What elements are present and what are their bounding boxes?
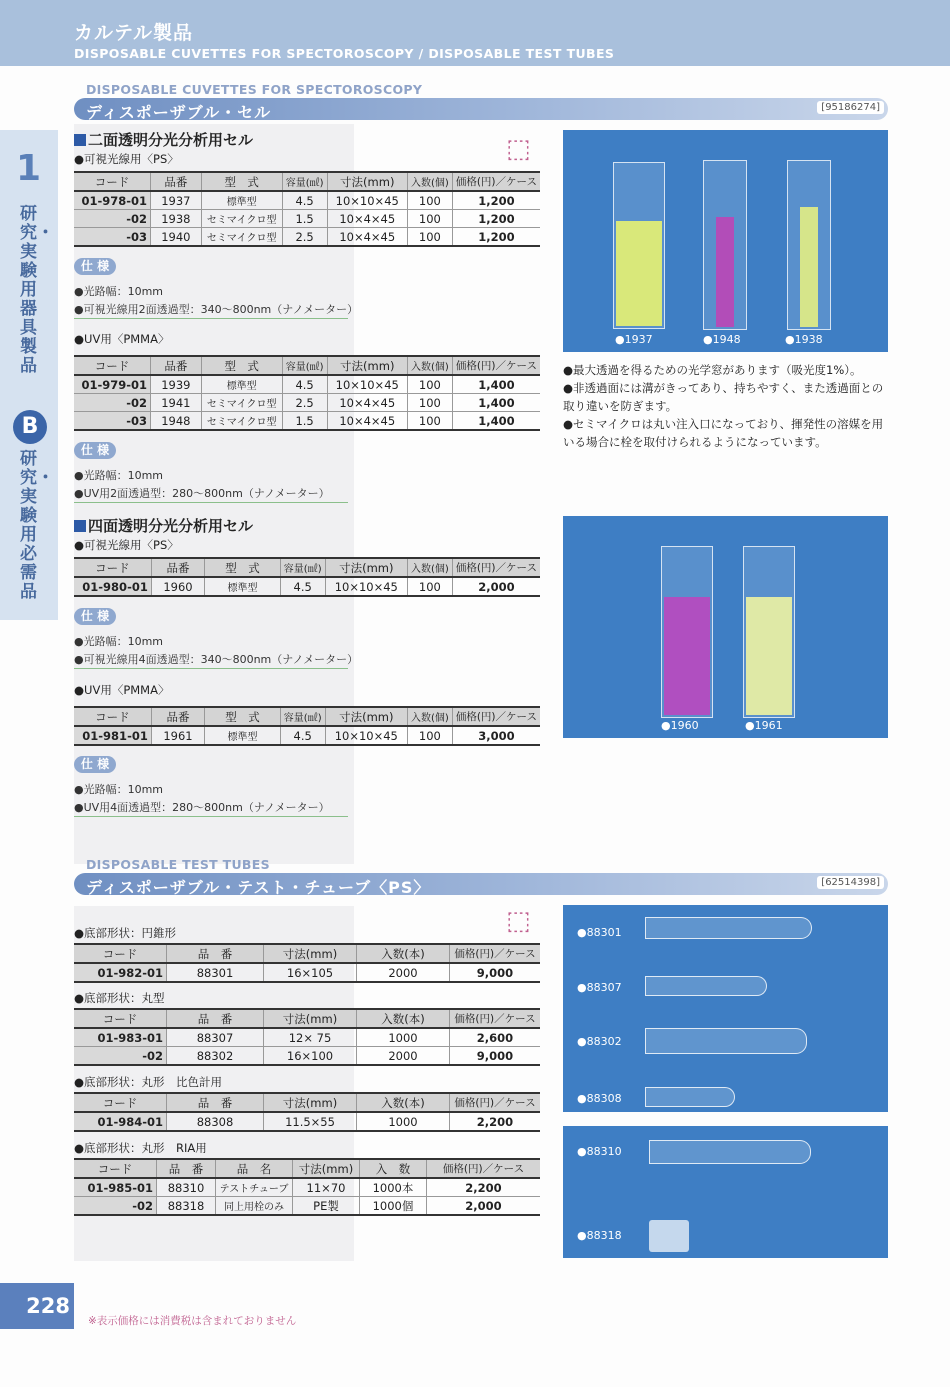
chapter-category: 研究・実験用器具製品 <box>20 204 54 376</box>
section-badge: B <box>13 410 47 444</box>
spec-badge: 仕 様 <box>74 442 116 459</box>
table-row: -03 1948 セミマイクロ型 1.5 10×4×45 100 1,400 <box>74 412 540 431</box>
section1-catalog-code: [95186274] <box>817 101 884 114</box>
tube-ria-table <box>74 1158 540 1216</box>
header-subtitle: DISPOSABLE CUVETTES FOR SPECTOROSCOPY / DISPOSABLE TEST TUBES <box>74 46 615 61</box>
table-header-row: コード 品 番 寸法(mm) 入数(本) 価格(円)／ケース <box>74 1093 540 1112</box>
spec-badge: 仕 様 <box>74 608 116 625</box>
tube-ria-label: ●底部形状：丸形 RIA用 <box>74 1141 207 1155</box>
section1-title-bar <box>74 98 888 120</box>
cuvette-1948 <box>703 160 747 330</box>
square-bullet-icon <box>74 520 86 532</box>
table-row: -03 1940 セミマイクロ型 2.5 10×4×45 100 1,200 <box>74 228 540 247</box>
section2-catalog-code: [62514398] <box>817 876 884 889</box>
table-row: 01-978-01 1937 標準型 4.5 10×10×45 100 1,200 <box>74 191 540 210</box>
twoface-ps-table <box>74 171 540 247</box>
tube-colorimeter-label: ●底部形状：丸形 比色計用 <box>74 1075 223 1089</box>
spec-line: ●光路幅：10mm <box>74 635 164 648</box>
tube-88307 <box>645 976 767 996</box>
table-row: 01-983-01 88307 12× 75 1000 2,600 <box>74 1028 540 1047</box>
spec-line: ●光路幅：10mm <box>74 469 164 482</box>
feature-item: ●最大透過を得るための光学窓があります（吸光度1%）。 <box>563 363 862 377</box>
cuvette-1938 <box>787 160 831 330</box>
spec-badge: 仕 様 <box>74 756 116 773</box>
tube-88301 <box>645 917 812 939</box>
fourface-ps-table <box>74 557 540 597</box>
table-row: 01-981-01 1961 標準型 4.5 10×10×45 100 3,000 <box>74 726 540 745</box>
spec-line: ●光路幅：10mm <box>74 783 164 796</box>
section2-english-title: DISPOSABLE TEST TUBES <box>86 857 270 872</box>
fourface-heading: 四面透明分光分析用セル <box>74 515 253 536</box>
table-row: 01-982-01 88301 16×105 2000 9,000 <box>74 963 540 982</box>
chapter-subcategory: 研究・実験用必需品 <box>20 449 54 602</box>
tube-88308 <box>645 1087 735 1107</box>
fourface-uv-table <box>74 706 540 746</box>
tube-round-table <box>74 1008 540 1066</box>
cuvette-photo-2: ●1960 ●1961 <box>563 516 888 738</box>
footer-note: ※表示価格には消費税は含まれておりません <box>88 1315 297 1327</box>
twoface-uv-table <box>74 355 540 431</box>
cap-88318 <box>649 1220 689 1252</box>
section1-english-title: DISPOSABLE CUVETTES FOR SPECTOROSCOPY <box>86 82 423 97</box>
table-row: -02 1941 セミマイクロ型 2.5 10×4×45 100 1,400 <box>74 394 540 412</box>
spec-line: ●UV用4面透過型：280～800nm（ナノメーター） <box>74 801 330 814</box>
table-header-row: コード 品 番 寸法(mm) 入数(本) 価格(円)／ケース <box>74 944 540 963</box>
section2-title: ディスポーザブル・テスト・チューブ〈PS〉 <box>86 878 431 897</box>
tube-round-label: ●底部形状：丸型 <box>74 991 165 1005</box>
cube-icon: ⬚ <box>506 906 531 936</box>
table-header-row: コード 品番 型 式 容量(㎖) 寸法(mm) 入数(個) 価格(円)／ケース <box>74 558 540 577</box>
twoface-uv-label: ●UV用〈PMMA〉 <box>74 332 170 346</box>
page-header <box>0 0 950 66</box>
cube-icon: ⬚ <box>506 134 531 164</box>
spec-line: ●UV用2面透過型：280～800nm（ナノメーター） <box>74 487 330 500</box>
tube-conical-label: ●底部形状：円錐形 <box>74 926 177 940</box>
chapter-sidebar <box>0 130 58 1240</box>
table-row: -02 88318 同上用栓のみ PE製 1000個 2,000 <box>74 1197 540 1216</box>
spec-line: ●光路幅：10mm <box>74 285 164 298</box>
chapter-number: 1 <box>16 148 42 189</box>
square-bullet-icon <box>74 134 86 146</box>
tube-88302 <box>645 1028 807 1054</box>
table-row: 01-985-01 88310 テストチューブ 11×70 1000本 2,200 <box>74 1178 540 1197</box>
table-row: 01-984-01 88308 11.5×55 1000 2,200 <box>74 1112 540 1131</box>
cuvette-1960 <box>661 546 713 718</box>
tube-88310 <box>649 1140 811 1164</box>
cuvette-1937 <box>613 162 665 329</box>
page-number: 228 <box>0 1283 74 1329</box>
twoface-ps-label: ●可視光線用〈PS〉 <box>74 152 179 166</box>
table-header-row: コード 品番 型 式 容量(㎖) 寸法(mm) 入数(個) 価格(円)／ケース <box>74 356 540 375</box>
table-row: 01-980-01 1960 標準型 4.5 10×10×45 100 2,000 <box>74 577 540 596</box>
tube-photo-1: ●88301 ●88307 ●88302 ●88308 <box>563 905 888 1112</box>
table-header-row: コード 品 番 寸法(mm) 入数(本) 価格(円)／ケース <box>74 1009 540 1028</box>
table-header-row: コード 品番 型 式 容量(㎖) 寸法(mm) 入数(個) 価格(円)／ケース <box>74 172 540 191</box>
cuvette-photo-1: ●1937 ●1948 ●1938 <box>563 130 888 352</box>
feature-item: ●セミマイクロは丸い注入口になっており、揮発性の溶媒を用いる場合に栓を取付けられるようになっています。 <box>563 417 884 449</box>
table-header-row: コード 品番 型 式 容量(㎖) 寸法(mm) 入数(個) 価格(円)／ケース <box>74 707 540 726</box>
table-header-row: コード 品 番 品 名 寸法(mm) 入 数 価格(円)／ケース <box>74 1159 540 1178</box>
header-title: カルテル製品 <box>74 22 194 44</box>
fourface-ps-label: ●可視光線用〈PS〉 <box>74 538 179 552</box>
fourface-uv-label: ●UV用〈PMMA〉 <box>74 683 170 697</box>
spec-line: ●可視光線用2面透過型：340～800nm（ナノメーター） <box>74 303 359 316</box>
cuvette-1961 <box>743 546 795 718</box>
tube-photo-2: ●88310 ●88318 <box>563 1126 888 1258</box>
tube-colorimeter-table <box>74 1092 540 1132</box>
section2-title-bar <box>74 873 888 895</box>
spec-badge: 仕 様 <box>74 258 116 275</box>
spec-line: ●可視光線用4面透過型：340～800nm（ナノメーター） <box>74 653 359 666</box>
twoface-heading: 二面透明分光分析用セル <box>74 129 253 150</box>
table-row: 01-979-01 1939 標準型 4.5 10×10×45 100 1,400 <box>74 375 540 394</box>
tube-conical-table <box>74 943 540 983</box>
table-row: -02 1938 セミマイクロ型 1.5 10×4×45 100 1,200 <box>74 210 540 228</box>
feature-item: ●非透過面には溝がきってあり、持ちやすく、また透過面との取り違いを防ぎます。 <box>563 381 884 413</box>
feature-list <box>563 361 893 451</box>
section1-title: ディスポーザブル・セル <box>86 103 272 122</box>
table-row: -02 88302 16×100 2000 9,000 <box>74 1047 540 1066</box>
